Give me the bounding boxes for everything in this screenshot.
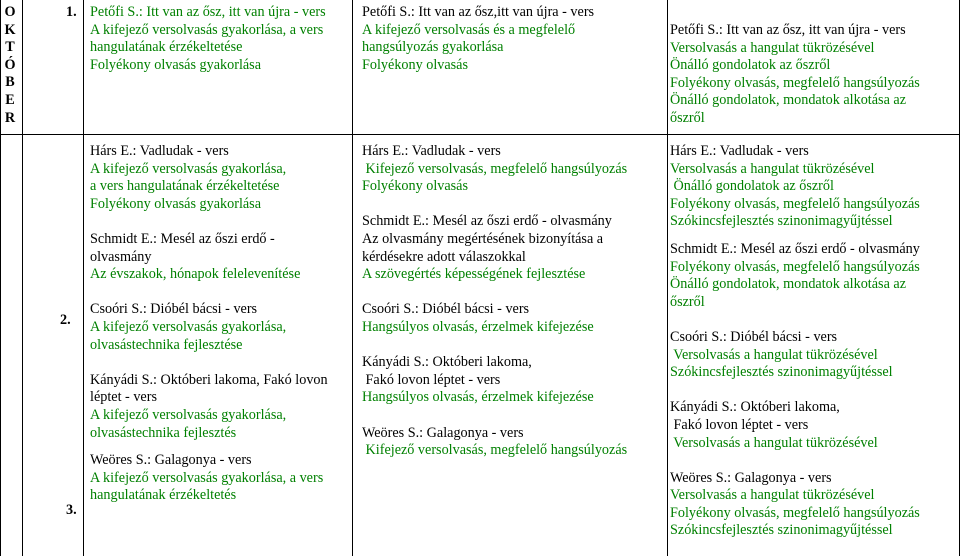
- month-letter: T: [5, 39, 15, 56]
- table-border-week: [83, 0, 84, 556]
- row1-col3-line: Folyékony olvasás, megfelelő hangsúlyozás: [670, 74, 920, 91]
- row2-col2-title: Csoóri S.: Dióbél bácsi - vers: [362, 301, 530, 318]
- row1-col2-line: hangsúlyozás gyakorlása: [362, 39, 504, 56]
- row2-col1-line: Folyékony olvasás gyakorlása: [90, 195, 262, 212]
- week-number-2: 2.: [60, 312, 71, 328]
- row2-col2-title: Kányádi S.: Októberi lakoma,: [362, 354, 532, 371]
- row2-col3-line: Folyékony olvasás, megfelelő hangsúlyozás: [670, 504, 920, 521]
- row2-col3-title: Kányádi S.: Októberi lakoma,: [670, 399, 840, 416]
- spacer: [90, 442, 328, 452]
- row1-col3-line: Önálló gondolatok az őszről: [670, 57, 831, 74]
- week-number-3: 3.: [66, 502, 77, 518]
- row1-col2-line: Folyékony olvasás: [362, 56, 469, 73]
- row1-col2-line: Petőfi S.: Itt van az ősz,itt van újra - vers: [362, 4, 595, 20]
- row2-col1-line: A kifejező versolvasás gyakorlása,: [90, 160, 287, 177]
- row2-col1-line: A kifejező versolvasás gyakorlása, a vers: [90, 469, 324, 486]
- spacer: [670, 231, 920, 241]
- row2-col3-block: [670, 143, 920, 540]
- row2-col3-line: Fakó lovon léptet - vers: [670, 416, 809, 433]
- row-divider: [0, 134, 960, 135]
- month-letter: R: [4, 109, 16, 126]
- spacer: [362, 407, 627, 425]
- row2-col3-line: őszről: [670, 293, 705, 310]
- row2-col1-title: Schmidt E.: Mesél az őszi erdő -: [90, 230, 275, 247]
- row2-col1-line: Az évszakok, hónapok felelevenítése: [90, 266, 301, 283]
- spacer: [90, 213, 328, 231]
- row2-col3-title: Csoóri S.: Dióbél bácsi - vers: [670, 328, 838, 345]
- table-border-col1: [352, 0, 353, 556]
- row2-col2-line: Hangsúlyos olvasás, érzelmek kifejezése: [362, 318, 594, 335]
- row2-col3-line: Önálló gondolatok, mondatok alkotása az: [670, 276, 907, 293]
- spacer: [670, 452, 920, 470]
- row2-col3-line: Folyékony olvasás, megfelelő hangsúlyozás: [670, 258, 920, 275]
- row2-col1-title: Hárs E.: Vadludak - vers: [90, 143, 229, 159]
- spacer: [362, 284, 627, 302]
- row1-col3-block: [670, 22, 920, 128]
- month-letter: B: [5, 74, 15, 91]
- row2-col3-line: Önálló gondolatok az őszről: [670, 178, 834, 195]
- table-border-col2: [667, 0, 668, 556]
- row2-col1-title: Weöres S.: Galagonya - vers: [90, 452, 252, 469]
- row2-col2-title: Schmidt E.: Mesél az őszi erdő - olvasmány: [362, 213, 612, 230]
- row2-col3-title: Weöres S.: Galagonya - vers: [670, 469, 832, 486]
- row2-col2-line: Kifejező versolvasás, megfelelő hangsúlyozás: [362, 160, 628, 177]
- row2-col2-title: Hárs E.: Vadludak - vers: [362, 143, 501, 159]
- row1-col2-line: A kifejező versolvasás és a megfelelő: [362, 21, 576, 38]
- row2-col3-line: Szókincsfejlesztés szinonimagyűjtéssel: [670, 364, 893, 381]
- row1-col1-block: [90, 4, 326, 74]
- row2-col3-line: Szókincsfejlesztés szinonimagyűjtéssel: [670, 522, 893, 539]
- row2-col2-block: [362, 143, 627, 460]
- row2-col1-line: olvasástechnika fejlesztés: [90, 424, 237, 441]
- row2-col1-line: A kifejező versolvasás gyakorlása,: [90, 406, 287, 423]
- month-letter: E: [5, 91, 15, 108]
- row1-col1-line: Petőfi S.: Itt van az ősz, itt van újra - vers: [90, 4, 326, 20]
- row2-col2-line: Hangsúlyos olvasás, érzelmek kifejezése: [362, 389, 594, 406]
- spacer: [670, 382, 920, 400]
- row2-col3-line: Versolvasás a hangulat tükrözésével: [670, 160, 875, 177]
- row2-col1-line: A kifejező versolvasás gyakorlása,: [90, 318, 287, 335]
- spacer: [90, 284, 328, 302]
- row2-col1-line: hangulatának érzékeltetés: [90, 487, 237, 504]
- row2-col3-line: Versolvasás a hangulat tükrözésével: [670, 487, 875, 504]
- row2-col2-line: A szövegértés képességének fejlesztése: [362, 266, 586, 283]
- row1-col2-block: [362, 4, 594, 74]
- spacer: [362, 196, 627, 214]
- row1-col3-line: Petőfi S.: Itt van az ősz, itt van újra - vers: [670, 22, 906, 38]
- row2-col1-block: [90, 143, 328, 505]
- row2-col2-line: kérdésekre adott válaszokkal: [362, 248, 526, 265]
- row2-col1-line: a vers hangulatának érzékeltetése: [90, 178, 280, 195]
- row1-col3-line: Önálló gondolatok, mondatok alkotása az: [670, 92, 907, 109]
- table-border-month: [22, 0, 23, 556]
- month-label: [4, 4, 16, 127]
- row2-col1-line: olvasástechnika fejlesztése: [90, 336, 243, 353]
- row2-col2-line: Az olvasmány megértésének bizonyítása a: [362, 230, 604, 247]
- row1-col1-line: A kifejező versolvasás gyakorlása, a vers: [90, 21, 324, 38]
- week-number-1: 1.: [66, 4, 77, 20]
- row2-col3-line: Folyékony olvasás, megfelelő hangsúlyozás: [670, 195, 920, 212]
- row2-col3-line: Versolvasás a hangulat tükrözésével: [670, 434, 878, 451]
- row2-col3-title: Hárs E.: Vadludak - vers: [670, 143, 809, 159]
- row2-col3-line: Szókincsfejlesztés szinonimagyűjtéssel: [670, 213, 893, 230]
- month-letter: K: [4, 21, 16, 38]
- row1-col3-line: őszről: [670, 109, 705, 126]
- row2-col2-line: Kifejező versolvasás, megfelelő hangsúlyozás: [362, 442, 628, 459]
- spacer: [362, 337, 627, 355]
- row2-col1-line: léptet - vers: [90, 389, 157, 406]
- month-letter: O: [4, 4, 16, 20]
- row2-col3-line: Versolvasás a hangulat tükrözésével: [670, 346, 878, 363]
- row1-col1-line: hangulatának érzékeltetése: [90, 39, 243, 56]
- row2-col1-line: olvasmány: [90, 248, 152, 265]
- row1-col1-line: Folyékony olvasás gyakorlása: [90, 56, 262, 73]
- row2-col1-title: Kányádi S.: Októberi lakoma, Fakó lovon: [90, 371, 328, 388]
- table-border-left: [0, 0, 1, 556]
- spacer: [670, 311, 920, 329]
- row2-col2-line: Fakó lovon léptet - vers: [362, 371, 501, 388]
- row1-col3-line: Versolvasás a hangulat tükrözésével: [670, 39, 875, 56]
- row2-col2-title: Weöres S.: Galagonya - vers: [362, 424, 524, 441]
- spacer: [90, 354, 328, 372]
- row2-col1-title: Csoóri S.: Dióbél bácsi - vers: [90, 301, 258, 318]
- month-letter: Ó: [4, 56, 16, 73]
- row2-col3-title: Schmidt E.: Mesél az őszi erdő - olvasmány: [670, 240, 920, 257]
- row2-col2-line: Folyékony olvasás: [362, 178, 469, 195]
